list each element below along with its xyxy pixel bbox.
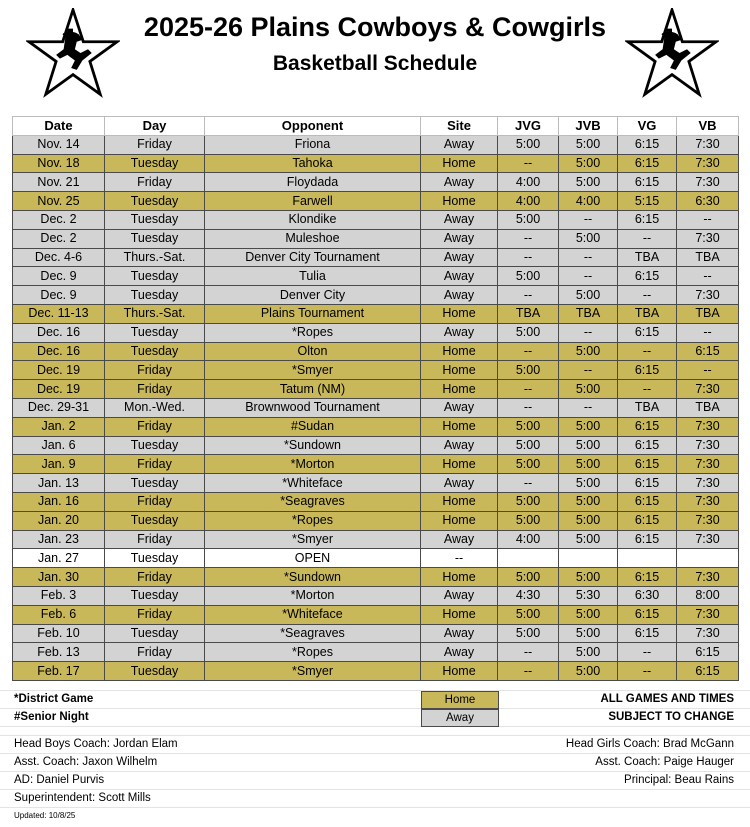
table-row xyxy=(13,605,739,624)
table-row xyxy=(13,229,739,248)
cell-site: Home xyxy=(421,154,498,173)
table-row xyxy=(13,380,739,399)
cell-date: Dec. 2 xyxy=(13,229,105,248)
cell-site: -- xyxy=(421,549,498,568)
cell-jvg: 4:00 xyxy=(498,173,559,192)
cell-jvg: 5:00 xyxy=(498,511,559,530)
schedule-rows xyxy=(13,135,739,680)
cell-jvb: 5:00 xyxy=(559,154,618,173)
cell-site: Away xyxy=(421,643,498,662)
cell-vg: 6:15 xyxy=(618,417,677,436)
cell-vg: 6:15 xyxy=(618,135,677,154)
cell-day: Tuesday xyxy=(105,210,205,229)
table-row xyxy=(13,398,739,417)
cell-vg: 6:15 xyxy=(618,267,677,286)
cell-vg: -- xyxy=(618,342,677,361)
cell-vg: -- xyxy=(618,380,677,399)
cell-day: Friday xyxy=(105,605,205,624)
col-header-day: Day xyxy=(105,117,205,136)
cell-date: Jan. 2 xyxy=(13,417,105,436)
cell-vb: 7:30 xyxy=(677,286,739,305)
cell-opponent: *Seagraves xyxy=(205,624,421,643)
table-row xyxy=(13,549,739,568)
cell-site: Away xyxy=(421,229,498,248)
cell-vg: 6:15 xyxy=(618,210,677,229)
cell-jvg: 5:00 xyxy=(498,210,559,229)
disclaimer-line-1: ALL GAMES AND TIMES xyxy=(600,693,734,705)
cell-day: Tuesday xyxy=(105,154,205,173)
cell-vb: -- xyxy=(677,323,739,342)
superintendent: Superintendent: Scott Mills xyxy=(14,792,151,804)
cell-jvb: TBA xyxy=(559,304,618,323)
cell-jvb: 5:00 xyxy=(559,135,618,154)
legend-away: Away xyxy=(421,709,499,727)
cell-day: Friday xyxy=(105,568,205,587)
col-header-site: Site xyxy=(421,117,498,136)
cell-opponent: Denver City Tournament xyxy=(205,248,421,267)
cell-date: Dec. 11-13 xyxy=(13,304,105,323)
cell-jvb: 5:00 xyxy=(559,417,618,436)
cell-day: Friday xyxy=(105,492,205,511)
cell-vb: 7:30 xyxy=(677,530,739,549)
cell-opponent: *Whiteface xyxy=(205,605,421,624)
cell-date: Feb. 6 xyxy=(13,605,105,624)
cell-vb: TBA xyxy=(677,398,739,417)
cell-opponent: Klondike xyxy=(205,210,421,229)
table-row xyxy=(13,173,739,192)
cell-site: Home xyxy=(421,455,498,474)
cell-jvb: -- xyxy=(559,210,618,229)
cell-opponent: Denver City xyxy=(205,286,421,305)
cell-vg: -- xyxy=(618,662,677,681)
cell-date: Dec. 19 xyxy=(13,361,105,380)
updated-date: Updated: 10/8/25 xyxy=(14,811,76,820)
cell-vb: 7:30 xyxy=(677,436,739,455)
table-row xyxy=(13,568,739,587)
cell-jvg: -- xyxy=(498,662,559,681)
cell-day: Friday xyxy=(105,361,205,380)
cell-jvg: 5:00 xyxy=(498,455,559,474)
cell-opponent: Friona xyxy=(205,135,421,154)
table-row xyxy=(13,436,739,455)
cell-site: Home xyxy=(421,342,498,361)
athletic-director: AD: Daniel Purvis xyxy=(14,774,105,786)
cell-site: Away xyxy=(421,210,498,229)
cell-date: Jan. 16 xyxy=(13,492,105,511)
cell-vg: 6:30 xyxy=(618,586,677,605)
cell-opponent: #Sudan xyxy=(205,417,421,436)
table-row xyxy=(13,248,739,267)
cell-date: Dec. 19 xyxy=(13,380,105,399)
cell-vg: 6:15 xyxy=(618,492,677,511)
cell-vg: 6:15 xyxy=(618,154,677,173)
cell-date: Jan. 30 xyxy=(13,568,105,587)
cell-date: Dec. 29-31 xyxy=(13,398,105,417)
cell-vg: 6:15 xyxy=(618,605,677,624)
cell-jvb: 5:00 xyxy=(559,662,618,681)
table-row xyxy=(13,417,739,436)
cell-jvg: -- xyxy=(498,248,559,267)
cell-vg: 6:15 xyxy=(618,361,677,380)
cell-jvg: 5:00 xyxy=(498,605,559,624)
cell-site: Away xyxy=(421,586,498,605)
cell-jvb: 5:00 xyxy=(559,173,618,192)
cell-jvb: 5:00 xyxy=(559,492,618,511)
table-row xyxy=(13,662,739,681)
cell-date: Jan. 6 xyxy=(13,436,105,455)
cell-opponent: Muleshoe xyxy=(205,229,421,248)
cell-date: Jan. 27 xyxy=(13,549,105,568)
cell-vb: 7:30 xyxy=(677,492,739,511)
head-girls-coach: Head Girls Coach: Brad McGann xyxy=(565,738,734,750)
cell-jvb: -- xyxy=(559,398,618,417)
cell-jvg: 5:00 xyxy=(498,417,559,436)
cell-opponent: OPEN xyxy=(205,549,421,568)
cell-day: Tuesday xyxy=(105,267,205,286)
cell-vb: -- xyxy=(677,267,739,286)
cell-opponent: Brownwood Tournament xyxy=(205,398,421,417)
cell-jvb: 5:00 xyxy=(559,229,618,248)
cell-date: Dec. 9 xyxy=(13,267,105,286)
cell-day: Friday xyxy=(105,455,205,474)
cell-opponent: *Seagraves xyxy=(205,492,421,511)
cell-site: Away xyxy=(421,323,498,342)
cell-opponent: *Ropes xyxy=(205,323,421,342)
cell-day: Friday xyxy=(105,173,205,192)
cell-vg: 6:15 xyxy=(618,511,677,530)
cell-vb: 6:30 xyxy=(677,192,739,211)
cell-day: Friday xyxy=(105,417,205,436)
table-row xyxy=(13,135,739,154)
table-row xyxy=(13,361,739,380)
cell-date: Dec. 16 xyxy=(13,323,105,342)
cell-date: Dec. 9 xyxy=(13,286,105,305)
table-row xyxy=(13,586,739,605)
cell-day: Tuesday xyxy=(105,586,205,605)
cell-opponent: Plains Tournament xyxy=(205,304,421,323)
cell-site: Home xyxy=(421,192,498,211)
cell-opponent: *Whiteface xyxy=(205,474,421,493)
cell-site: Home xyxy=(421,568,498,587)
cell-vb: TBA xyxy=(677,304,739,323)
cell-opponent: Olton xyxy=(205,342,421,361)
col-header-date: Date xyxy=(13,117,105,136)
cell-jvb: 5:00 xyxy=(559,643,618,662)
table-header-row xyxy=(13,117,739,136)
principal: Principal: Beau Rains xyxy=(624,774,734,786)
cell-vg: TBA xyxy=(618,398,677,417)
cell-jvg: 4:00 xyxy=(498,530,559,549)
cell-vb: -- xyxy=(677,210,739,229)
cell-date: Jan. 9 xyxy=(13,455,105,474)
cell-jvg: -- xyxy=(498,154,559,173)
table-row xyxy=(13,643,739,662)
cell-day: Tuesday xyxy=(105,549,205,568)
cell-jvg: -- xyxy=(498,380,559,399)
cell-day: Friday xyxy=(105,530,205,549)
cell-jvg: -- xyxy=(498,398,559,417)
cell-jvg: 5:00 xyxy=(498,624,559,643)
cowboy-star-logo-right xyxy=(625,8,719,98)
cell-site: Away xyxy=(421,135,498,154)
cell-date: Jan. 13 xyxy=(13,474,105,493)
cell-date: Feb. 10 xyxy=(13,624,105,643)
cell-jvg: -- xyxy=(498,286,559,305)
cell-vg: 6:15 xyxy=(618,436,677,455)
cell-jvb: 5:00 xyxy=(559,380,618,399)
table-row xyxy=(13,492,739,511)
cell-day: Tuesday xyxy=(105,286,205,305)
cell-vg: 5:15 xyxy=(618,192,677,211)
cell-day: Friday xyxy=(105,643,205,662)
schedule-table xyxy=(12,116,739,681)
disclaimer-line-2: SUBJECT TO CHANGE xyxy=(608,711,734,723)
cell-date: Feb. 17 xyxy=(13,662,105,681)
cell-day: Mon.-Wed. xyxy=(105,398,205,417)
cell-jvg: 5:00 xyxy=(498,267,559,286)
cell-vb: 8:00 xyxy=(677,586,739,605)
table-row xyxy=(13,154,739,173)
table-row xyxy=(13,455,739,474)
cell-vb: 6:15 xyxy=(677,342,739,361)
asst-coach-girls: Asst. Coach: Paige Hauger xyxy=(595,756,734,768)
cell-jvg: -- xyxy=(498,474,559,493)
table-row xyxy=(13,511,739,530)
cell-vb: 7:30 xyxy=(677,380,739,399)
cell-date: Jan. 20 xyxy=(13,511,105,530)
cell-date: Nov. 18 xyxy=(13,154,105,173)
cell-day: Tuesday xyxy=(105,229,205,248)
cell-vb: 6:15 xyxy=(677,643,739,662)
cell-site: Home xyxy=(421,511,498,530)
table-row xyxy=(13,342,739,361)
cell-date: Nov. 21 xyxy=(13,173,105,192)
table-row xyxy=(13,304,739,323)
page-subtitle: Basketball Schedule xyxy=(272,52,478,75)
cell-jvg: 5:00 xyxy=(498,436,559,455)
cell-vb: 7:30 xyxy=(677,173,739,192)
cell-site: Away xyxy=(421,474,498,493)
table-row xyxy=(13,192,739,211)
cell-vb: 7:30 xyxy=(677,455,739,474)
cell-day: Tuesday xyxy=(105,511,205,530)
cell-vg: 6:15 xyxy=(618,474,677,493)
cell-day: Thurs.-Sat. xyxy=(105,248,205,267)
cell-opponent: *Morton xyxy=(205,455,421,474)
cell-jvg: 5:00 xyxy=(498,135,559,154)
cell-site: Away xyxy=(421,398,498,417)
header xyxy=(0,0,750,116)
cell-vg: -- xyxy=(618,643,677,662)
cell-day: Tuesday xyxy=(105,436,205,455)
cell-site: Away xyxy=(421,436,498,455)
cell-day: Tuesday xyxy=(105,342,205,361)
cell-site: Away xyxy=(421,286,498,305)
col-header-jvg: JVG xyxy=(498,117,559,136)
cell-vb: 7:30 xyxy=(677,154,739,173)
cell-day: Tuesday xyxy=(105,192,205,211)
cell-opponent: Floydada xyxy=(205,173,421,192)
cell-vg: 6:15 xyxy=(618,323,677,342)
cell-jvb: 5:00 xyxy=(559,511,618,530)
cell-site: Home xyxy=(421,417,498,436)
cell-vb: 7:30 xyxy=(677,417,739,436)
table-row xyxy=(13,530,739,549)
table-row xyxy=(13,474,739,493)
district-game-note: *District Game xyxy=(14,693,94,705)
cell-site: Home xyxy=(421,361,498,380)
cell-jvb: 5:00 xyxy=(559,455,618,474)
cell-vg: 6:15 xyxy=(618,530,677,549)
cell-date: Dec. 16 xyxy=(13,342,105,361)
cell-vb: TBA xyxy=(677,248,739,267)
cell-vg: -- xyxy=(618,286,677,305)
cell-date: Feb. 13 xyxy=(13,643,105,662)
cell-vb: 7:30 xyxy=(677,135,739,154)
cell-vb: 7:30 xyxy=(677,511,739,530)
cell-jvb xyxy=(559,549,618,568)
asst-coach-boys: Asst. Coach: Jaxon Wilhelm xyxy=(14,756,158,768)
table-row xyxy=(13,267,739,286)
cell-day: Friday xyxy=(105,380,205,399)
cell-jvb: 5:00 xyxy=(559,568,618,587)
cell-opponent: *Smyer xyxy=(205,530,421,549)
cell-jvb: 5:00 xyxy=(559,605,618,624)
legend-home: Home xyxy=(421,691,499,709)
table-row xyxy=(13,624,739,643)
cell-vb: 7:30 xyxy=(677,229,739,248)
cell-jvg xyxy=(498,549,559,568)
senior-night-note: #Senior Night xyxy=(14,711,89,723)
cell-vg: TBA xyxy=(618,304,677,323)
cell-vg: TBA xyxy=(618,248,677,267)
cell-site: Home xyxy=(421,605,498,624)
cell-jvg: 4:30 xyxy=(498,586,559,605)
cell-vg: -- xyxy=(618,229,677,248)
cell-day: Tuesday xyxy=(105,662,205,681)
cell-vb: 6:15 xyxy=(677,662,739,681)
cell-jvg: 5:00 xyxy=(498,323,559,342)
col-header-vg: VG xyxy=(618,117,677,136)
cell-vb: 7:30 xyxy=(677,605,739,624)
cell-jvg: -- xyxy=(498,643,559,662)
cell-jvb: -- xyxy=(559,323,618,342)
page-title: 2025-26 Plains Cowboys & Cowgirls xyxy=(143,12,607,42)
cell-day: Tuesday xyxy=(105,474,205,493)
table-row xyxy=(13,210,739,229)
cell-site: Away xyxy=(421,267,498,286)
cell-opponent: Tahoka xyxy=(205,154,421,173)
cell-site: Home xyxy=(421,492,498,511)
cell-day: Tuesday xyxy=(105,323,205,342)
cell-site: Home xyxy=(421,662,498,681)
cell-vg: 6:15 xyxy=(618,455,677,474)
cell-vb: 7:30 xyxy=(677,568,739,587)
cell-opponent: *Sundown xyxy=(205,436,421,455)
col-header-vb: VB xyxy=(677,117,739,136)
cell-jvb: -- xyxy=(559,267,618,286)
cell-jvb: 5:00 xyxy=(559,436,618,455)
cell-site: Away xyxy=(421,173,498,192)
cell-jvg: TBA xyxy=(498,304,559,323)
cell-opponent: *Smyer xyxy=(205,662,421,681)
cell-site: Away xyxy=(421,248,498,267)
cell-jvb: 5:00 xyxy=(559,530,618,549)
cell-date: Jan. 23 xyxy=(13,530,105,549)
cell-jvb: 5:00 xyxy=(559,342,618,361)
cell-date: Feb. 3 xyxy=(13,586,105,605)
cell-jvg: 4:00 xyxy=(498,192,559,211)
cell-opponent: Tatum (NM) xyxy=(205,380,421,399)
col-header-opponent: Opponent xyxy=(205,117,421,136)
cell-vg: 6:15 xyxy=(618,568,677,587)
cell-jvb: 5:00 xyxy=(559,624,618,643)
head-boys-coach: Head Boys Coach: Jordan Elam xyxy=(14,738,178,750)
cell-jvb: -- xyxy=(559,248,618,267)
cell-site: Away xyxy=(421,530,498,549)
cell-vb: 7:30 xyxy=(677,474,739,493)
cell-opponent: *Smyer xyxy=(205,361,421,380)
cell-site: Away xyxy=(421,624,498,643)
cell-day: Thurs.-Sat. xyxy=(105,304,205,323)
cell-jvg: 5:00 xyxy=(498,361,559,380)
cell-jvb: -- xyxy=(559,361,618,380)
cell-site: Home xyxy=(421,304,498,323)
cell-opponent: Farwell xyxy=(205,192,421,211)
cell-jvb: 5:00 xyxy=(559,474,618,493)
col-header-jvb: JVB xyxy=(559,117,618,136)
cell-vg xyxy=(618,549,677,568)
cell-jvg: 5:00 xyxy=(498,568,559,587)
cell-jvg: -- xyxy=(498,229,559,248)
cell-vb: -- xyxy=(677,361,739,380)
cell-opponent: *Ropes xyxy=(205,643,421,662)
cell-jvg: -- xyxy=(498,342,559,361)
cell-site: Home xyxy=(421,380,498,399)
cell-vg: 6:15 xyxy=(618,624,677,643)
table-row xyxy=(13,286,739,305)
cell-jvg: 5:00 xyxy=(498,492,559,511)
cell-vb: 7:30 xyxy=(677,624,739,643)
cell-date: Dec. 4-6 xyxy=(13,248,105,267)
cell-day: Friday xyxy=(105,135,205,154)
cell-vg: 6:15 xyxy=(618,173,677,192)
cell-date: Nov. 14 xyxy=(13,135,105,154)
cell-opponent: *Ropes xyxy=(205,511,421,530)
cell-date: Nov. 25 xyxy=(13,192,105,211)
cell-jvb: 5:30 xyxy=(559,586,618,605)
table-row xyxy=(13,323,739,342)
cell-day: Tuesday xyxy=(105,624,205,643)
cell-opponent: *Sundown xyxy=(205,568,421,587)
cell-opponent: *Morton xyxy=(205,586,421,605)
cell-vb xyxy=(677,549,739,568)
cell-jvb: 5:00 xyxy=(559,286,618,305)
cell-date: Dec. 2 xyxy=(13,210,105,229)
cell-jvb: 4:00 xyxy=(559,192,618,211)
cell-opponent: Tulia xyxy=(205,267,421,286)
